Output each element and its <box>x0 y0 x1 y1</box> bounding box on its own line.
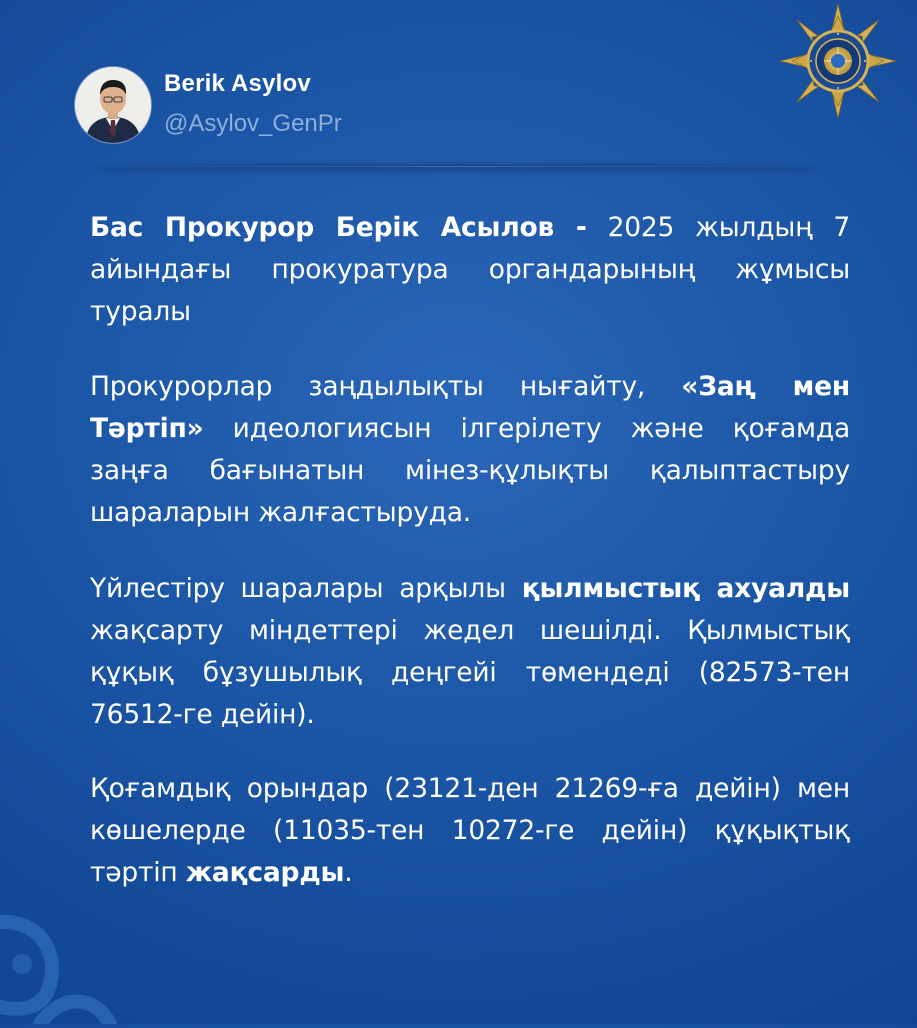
paragraph-public-order <box>90 768 850 894</box>
public-order-bold: жақсарды <box>185 857 345 888</box>
ornament-icon <box>0 864 140 1024</box>
public-order-text-after: . <box>344 857 353 888</box>
person-icon <box>75 67 151 143</box>
paragraph-crime-situation <box>90 568 850 736</box>
law-order-text-after: идеологиясын ілгерілету және қоғамда заңға бағынатын мінез-құлықты қалыптастыру шараларын жалғастыруда. <box>90 413 850 528</box>
crime-text-before: Үйлестіру шаралары арқылы <box>90 573 522 604</box>
emblem-icon <box>778 2 898 120</box>
crime-bold: қылмыстық ахуалды <box>521 573 851 604</box>
header-divider <box>95 166 821 167</box>
prosecutor-office-emblem <box>778 2 898 120</box>
intro-text: 2025 жылдың 7 айындағы прокуратура органдарының жұмысы туралы <box>90 212 851 327</box>
author-name[interactable]: Berik Asylov <box>164 70 311 97</box>
intro-bold-lead: Бас Прокурор Берік Асылов - <box>90 212 587 243</box>
ornament-corner <box>0 864 140 1024</box>
crime-text-after: жақсарту міндеттері жедел шешілді. Қылмыстық құқық бұзушылық деңгейі төмендеді (82573-тен 76512-ге дейін). <box>90 615 850 730</box>
paragraph-law-order <box>90 366 850 534</box>
paragraph-intro <box>90 207 850 333</box>
author-avatar[interactable] <box>75 67 151 143</box>
law-order-bold: «Заң мен Тәртіп» <box>90 371 850 444</box>
law-order-text-before: Прокурорлар заңдылықты нығайту, <box>90 371 682 402</box>
author-handle[interactable]: @Asylov_GenPr <box>164 110 342 137</box>
public-order-text-before: Қоғамдық орындар (23121-ден 21269-ға дейін) мен көшелерде (11035-тен 10272-ге дейін) құқықтық тәртіп <box>90 773 850 888</box>
